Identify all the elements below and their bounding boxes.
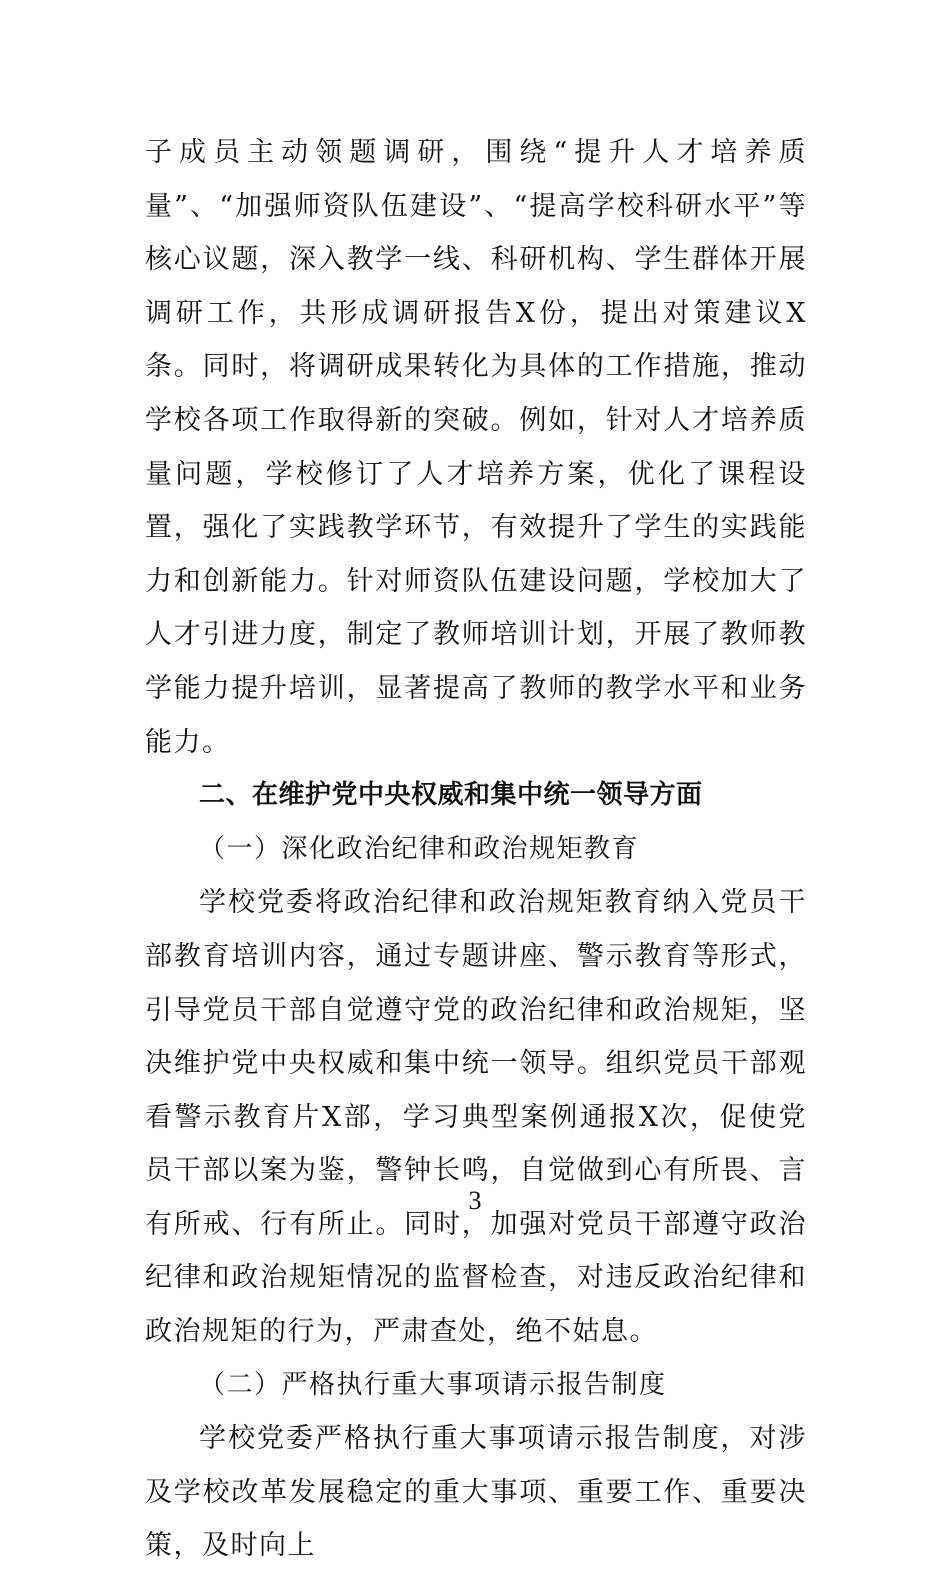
body-paragraph: 子成员主动领题调研，围绕“提升人才培养质量”、“加强师资队伍建设”、“提高学校科研水平”等核心议题，深入教学一线、科研机构、学生群体开展调研工作，共形成调研报告X份，提出对策建议X条。同时，将调研成果转化为具体的工作措施，推动学校各项工作取得新的突破。例如，针对人才培养质量问题，学校修订了人才培养方案，优化了课程设置，强化了实践教学环节，有效提升了学生的实践能力和创新能力。针对师资队伍建设问题，学校加大了人才引进力度，制定了教师培训计划，开展了教师教学能力提升培训，显著提高了教师的教学水平和业务能力。 <box>145 137 807 758</box>
subsection-heading: （一）深化政治纪律和政治规矩教育 <box>199 833 640 864</box>
body-paragraph: 学校党委将政治纪律和政治规矩教育纳入党员干部教育培训内容，通过专题讲座、警示教育等形式，引导党员干部自觉遵守党的政治纪律和政治规矩，坚决维护党中央权威和集中统一领导。组织党员干部观看警示教育片X部，学习典型案例通报X次，促使党员干部以案为鉴，警钟长鸣，自觉做到心有所畏、言有所戒、行有所止。同时，加强对党员干部遵守政治纪律和政治规矩情况的监督检查，对违反政治纪律和政治规矩的行为，严肃查处，绝不姑息。 <box>145 887 807 1348</box>
page-number: 3 <box>468 1186 482 1215</box>
body-paragraph: 学校党委严格执行重大事项请示报告制度，对涉及学校改革发展稳定的重大事项、重要工作、重要决策，及时向上 <box>145 1423 807 1562</box>
document-body <box>145 126 807 1573</box>
section-heading: 二、在维护党中央权威和集中统一领导方面 <box>199 780 703 811</box>
subsection-heading: （二）严格执行重大事项请示报告制度 <box>199 1369 667 1400</box>
